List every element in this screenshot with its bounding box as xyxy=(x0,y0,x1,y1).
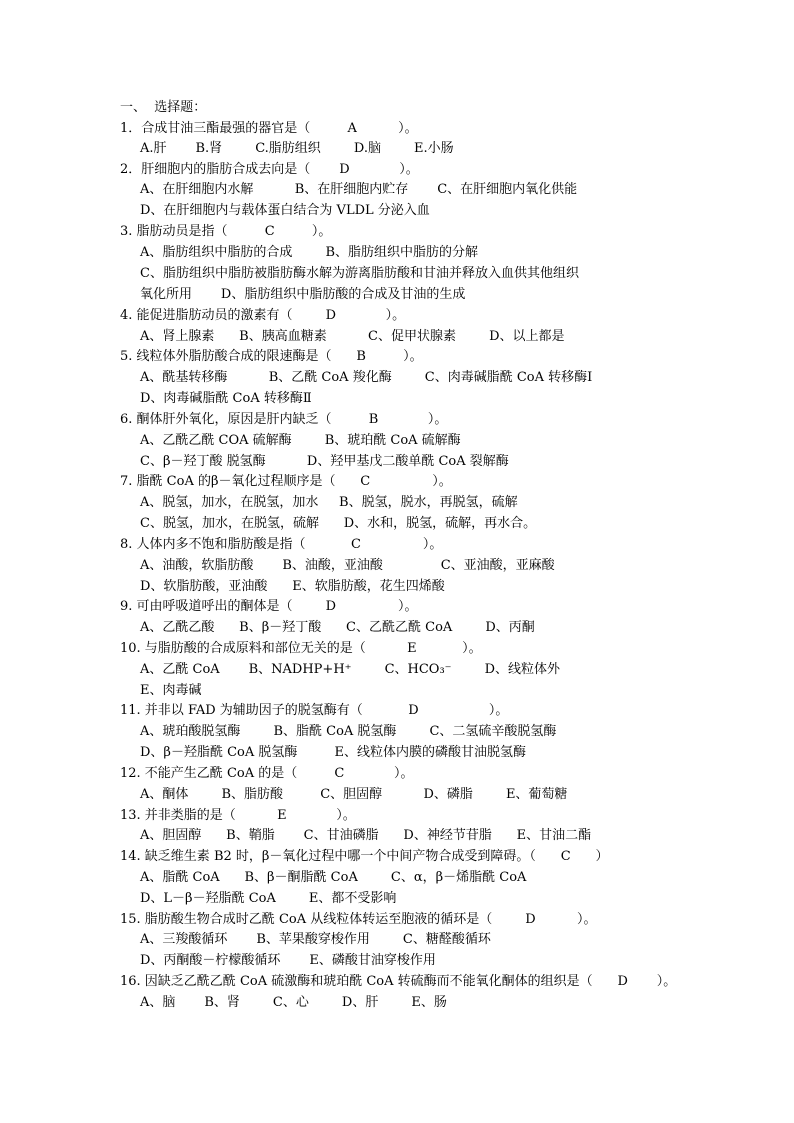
question-16-options: A、脑 B、肾 C、心 D、肝 E、肠 xyxy=(140,995,447,1010)
question-11: 11. 并非以 FAD 为辅助因子的脱氢酶有（ D ）。 xyxy=(120,703,509,718)
question-10-options: A、乙酰 CoA B、NADHP+H⁺ C、HCO₃⁻ D、线粒体外 xyxy=(140,662,561,677)
question-12-options: A、酮体 B、脂肪酸 C、胆固醇 D、磷脂 E、葡萄糖 xyxy=(140,787,568,802)
question-3-options: 氧化所用 D、脂肪组织中脂肪酸的合成及甘油的生成 xyxy=(140,287,466,302)
question-1-options: A.肝 B.肾 C.脂肪组织 D.脑 E.小肠 xyxy=(140,141,454,156)
question-3-options: A、脂肪组织中脂肪的合成 B、脂肪组织中脂肪的分解 xyxy=(140,245,479,260)
question-14-options: A、脂酰 CoA B、β－酮脂酰 CoA C、α，β－烯脂酰 CoA xyxy=(140,870,527,885)
question-14-options: D、L－β－羟脂酰 CoA E、都不受影响 xyxy=(140,891,397,906)
question-6-options: C、β－羟丁酸 脱氢酶 D、羟甲基戊二酸单酰 CoA 裂解酶 xyxy=(140,454,509,469)
question-7-options: A、脱氢，加水，在脱氢，加水 B、脱氢，脱水，再脱氢，硫解 xyxy=(140,495,518,510)
question-6: 6. 酮体肝外氧化，原因是肝内缺乏（ B ）。 xyxy=(120,412,448,427)
question-8-options: A、油酸，软脂肪酸 B、油酸，亚油酸 C、亚油酸，亚麻酸 xyxy=(140,558,555,573)
question-3-options: C、脂肪组织中脂肪被脂肪酶水解为游离脂肪酸和甘油并释放入血供其他组织 xyxy=(140,266,579,281)
question-2-options: D、在肝细胞内与载体蛋白结合为 VLDL 分泌入血 xyxy=(140,203,430,218)
question-5-options: D、肉毒碱脂酰 CoA 转移酶Ⅱ xyxy=(140,391,312,406)
question-9-options: A、乙酰乙酸 B、β－羟丁酸 C、乙酰乙酰 CoA D、丙酮 xyxy=(140,620,535,635)
question-11-options: D、β－羟脂酰 CoA 脱氢酶 E、线粒体内膜的磷酸甘油脱氢酶 xyxy=(140,745,527,760)
question-13-options: A、胆固醇 B、鞘脂 C、甘油磷脂 D、神经节苷脂 E、甘油二酯 xyxy=(140,828,592,843)
question-14: 14. 缺乏维生素 B2 时，β－氧化过程中哪一个中间产物合成受到障碍。（ C ） xyxy=(120,849,609,864)
question-15-options: A、三羧酸循环 B、苹果酸穿梭作用 C、糖醛酸循环 xyxy=(140,932,491,947)
question-15-options: D、丙酮酸－柠檬酸循环 E、磷酸甘油穿梭作用 xyxy=(140,953,436,968)
question-2-options: A、在肝细胞内水解 B、在肝细胞内贮存 C、在肝细胞内氧化供能 xyxy=(140,182,578,197)
question-7-options: C、脱氢，加水，在脱氢，硫解 D、水和，脱氢，硫解，再水合。 xyxy=(140,516,537,531)
question-2: 2．肝细胞内的脂肪合成去向是（ D ）。 xyxy=(120,162,419,177)
question-15: 15. 脂肪酸生物合成时乙酰 CoA 从线粒体转运至胞液的循环是（ D ）。 xyxy=(120,912,597,927)
question-11-options: A、琥珀酸脱氢酶 B、脂酰 CoA 脱氢酶 C、二氢硫辛酸脱氢酶 xyxy=(140,724,557,739)
question-6-options: A、乙酰乙酰 COA 硫解酶 B、琥珀酰 CoA 硫解酶 xyxy=(140,433,461,448)
question-16: 16. 因缺乏乙酰乙酰 CoA 硫激酶和琥珀酰 CoA 转硫酶而不能氧化酮体的组织是（ D ）。 xyxy=(120,974,677,989)
question-10-options: E、肉毒碱 xyxy=(140,683,202,698)
question-4: 4. 能促进脂肪动员的激素有（ D ）。 xyxy=(120,308,406,323)
question-9: 9. 可由呼吸道呼出的酮体是（ D ）。 xyxy=(120,599,418,614)
question-10: 10. 与脂肪酸的合成原料和部位无关的是（ E ）。 xyxy=(120,641,482,656)
question-7: 7. 脂酰 CoA 的β－氧化过程顺序是（ C ）。 xyxy=(120,474,452,489)
question-4-options: A、肾上腺素 B、胰高血糖素 C、促甲状腺素 D、以上都是 xyxy=(140,329,565,344)
question-5-options: A、酰基转移酶 B、乙酰 CoA 羧化酶 C、肉毒碱脂酰 CoA 转移酶Ⅰ xyxy=(140,370,593,385)
question-8: 8. 人体内多不饱和脂肪酸是指（ C ）。 xyxy=(120,537,443,552)
question-8-options: D、软脂肪酸，亚油酸 E、软脂肪酸，花生四烯酸 xyxy=(140,579,445,594)
question-3: 3. 脂肪动员是指（ C ）。 xyxy=(120,224,332,239)
question-13: 13. 并非类脂的是（ E ）。 xyxy=(120,808,356,823)
question-12: 12. 不能产生乙酰 CoA 的是（ C ）。 xyxy=(120,766,414,781)
question-5: 5. 线粒体外脂肪酸合成的限速酶是（ B ）。 xyxy=(120,349,423,364)
question-1: 1．合成甘油三酯最强的器官是（ A ）。 xyxy=(120,121,418,136)
section-heading: 一、 选择题： xyxy=(120,100,207,115)
